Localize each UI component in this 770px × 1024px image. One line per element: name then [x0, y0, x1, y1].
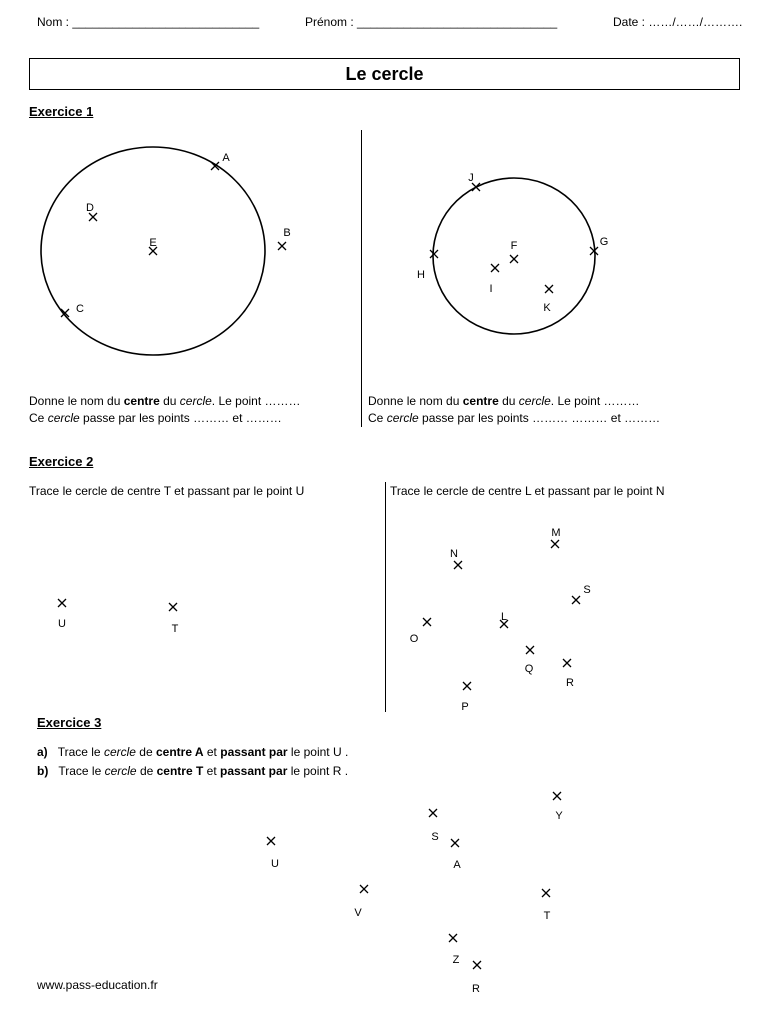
ex2_left-point-U-label: U — [58, 618, 66, 630]
ex2_right-point-P-cross — [463, 682, 471, 690]
ex3-point-A-cross — [451, 839, 459, 847]
ex1_right-point-H-cross — [430, 250, 438, 258]
ex1-right-circle — [433, 178, 595, 334]
ex3-point-S-cross — [429, 809, 437, 817]
ex3-point-T-cross — [542, 889, 550, 897]
ex3-point-R-cross — [473, 961, 481, 969]
ex2_right-point-N-cross — [454, 561, 462, 569]
ex2_right-point-Q-cross — [526, 646, 534, 654]
ex1_right-point-J-label: J — [468, 172, 474, 184]
ex3-point-Y-label: Y — [555, 810, 563, 822]
ex1_right-point-F-label: F — [510, 240, 518, 252]
name-field-label: Nom : ____________________________ — [37, 15, 260, 29]
ex3-instruction-b: b) Trace le cercle de centre T et passant par le point R . — [37, 764, 349, 778]
ex3-point-T-label: T — [543, 910, 551, 922]
ex2_right-point-Q-label: Q — [524, 663, 534, 675]
ex2_right-point-M-label: M — [551, 527, 561, 539]
ex2_right-point-L-label: L — [500, 611, 508, 623]
ex1-right-question-points: Ce cercle passe par les points ……… ……… et ……… — [368, 411, 661, 425]
ex3-point-Z-cross — [449, 934, 457, 942]
ex2_right-point-O-cross — [423, 618, 431, 626]
ex1_left-point-A-label: A — [222, 152, 230, 164]
ex1_right-point-F-cross — [510, 255, 518, 263]
ex3-point-U-label: U — [271, 858, 279, 870]
ex1-left-question-points: Ce cercle passe par les points ……… et ……… — [29, 411, 282, 425]
ex2_left-point-U-cross — [58, 599, 66, 607]
ex2-right-instruction: Trace le cercle de centre L et passant par le point N — [390, 484, 665, 498]
ex2_right-point-R-label: R — [566, 677, 574, 689]
ex1_right-point-J-cross — [472, 183, 480, 191]
exercise-2-title: Exercice 2 — [29, 454, 94, 469]
firstname-field-label: Prénom : ______________________________ — [305, 15, 558, 29]
ex2_right-point-O-label: O — [409, 633, 419, 645]
ex1_right-point-G-label: G — [599, 236, 609, 248]
ex3-point-Y-cross — [553, 792, 561, 800]
exercise-3-title: Exercice 3 — [37, 715, 102, 730]
date-field-label: Date : ……/……/………. — [613, 15, 743, 29]
ex2_right-point-S-label: S — [583, 584, 591, 596]
ex1_right-point-I-label: I — [489, 283, 493, 295]
ex3-point-A-label: A — [453, 859, 461, 871]
ex2_right-point-M-cross — [551, 540, 559, 548]
ex2_right-point-P-label: P — [461, 701, 469, 713]
ex2_left-point-T-cross — [169, 603, 177, 611]
ex3-instruction-a: a) Trace le cercle de centre A et passant par le point U . — [37, 745, 349, 759]
ex1-right-question-center: Donne le nom du centre du cercle. Le point ……… — [368, 394, 640, 408]
ex2_right-point-R-cross — [563, 659, 571, 667]
exercise-1-title: Exercice 1 — [29, 104, 94, 119]
ex1_right-point-K-label: K — [543, 302, 551, 314]
ex1_left-point-E-label: E — [149, 237, 157, 249]
ex1_right-point-H-label: H — [417, 269, 425, 281]
ex1_right-point-I-cross — [491, 264, 499, 272]
ex3-point-S-label: S — [431, 831, 439, 843]
ex2_right-point-N-label: N — [450, 548, 458, 560]
ex2-left-instruction: Trace le cercle de centre T et passant par le point U — [29, 484, 305, 498]
ex3-point-R-label: R — [472, 983, 480, 995]
footer-website: www.pass-education.fr — [37, 978, 158, 992]
ex3-point-U-cross — [267, 837, 275, 845]
ex1_right-point-K-cross — [545, 285, 553, 293]
ex1_left-point-D-cross — [89, 213, 97, 221]
ex2_left-point-T-label: T — [171, 623, 179, 635]
ex3-point-Z-label: Z — [452, 954, 460, 966]
ex1_left-point-D-label: D — [86, 202, 94, 214]
ex1_left-point-B-label: B — [283, 227, 291, 239]
ex3-point-V-cross — [360, 885, 368, 893]
ex1_left-point-B-cross — [278, 242, 286, 250]
page-title: Le cercle — [29, 58, 740, 90]
ex3-point-V-label: V — [354, 907, 362, 919]
ex1_left-point-C-label: C — [76, 303, 84, 315]
ex1-left-question-center: Donne le nom du centre du cercle. Le point ……… — [29, 394, 301, 408]
ex2_right-point-S-cross — [572, 596, 580, 604]
